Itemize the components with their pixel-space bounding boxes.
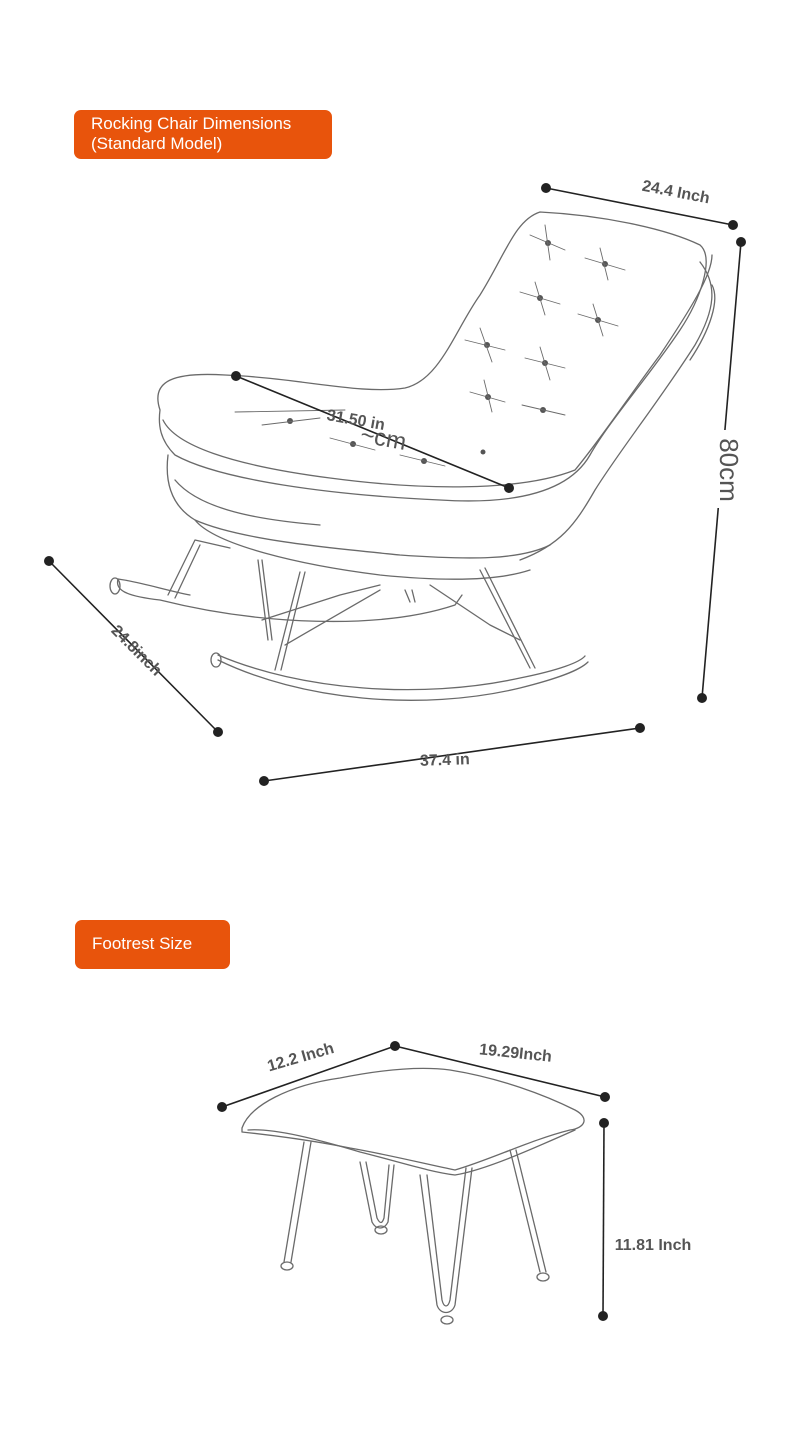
seat-depth-label: 31.50 in	[325, 407, 387, 435]
chair-title-line1: Rocking Chair Dimensions	[91, 114, 292, 133]
footrest-depth-label: 12.2 Inch	[265, 1040, 337, 1076]
back-width-label: 24.4 Inch	[640, 177, 712, 208]
footrest-drawing	[242, 1068, 584, 1324]
side-depth-label: 24.8inch	[107, 622, 165, 680]
footrest-height-label: 11.81 Inch	[614, 1237, 692, 1254]
seat-overlay-label: ~cm	[358, 421, 409, 456]
footrest-dimension-lines	[217, 1041, 610, 1321]
length-label: 37.4 in	[419, 751, 471, 770]
rocking-chair-drawing	[107, 212, 715, 700]
footrest-title: Footrest Size	[92, 934, 193, 953]
chair-title-line2: (Standard Model)	[91, 134, 223, 153]
footrest-width-label: 19.29Inch	[478, 1041, 553, 1066]
height-label: 80cm	[714, 438, 744, 502]
